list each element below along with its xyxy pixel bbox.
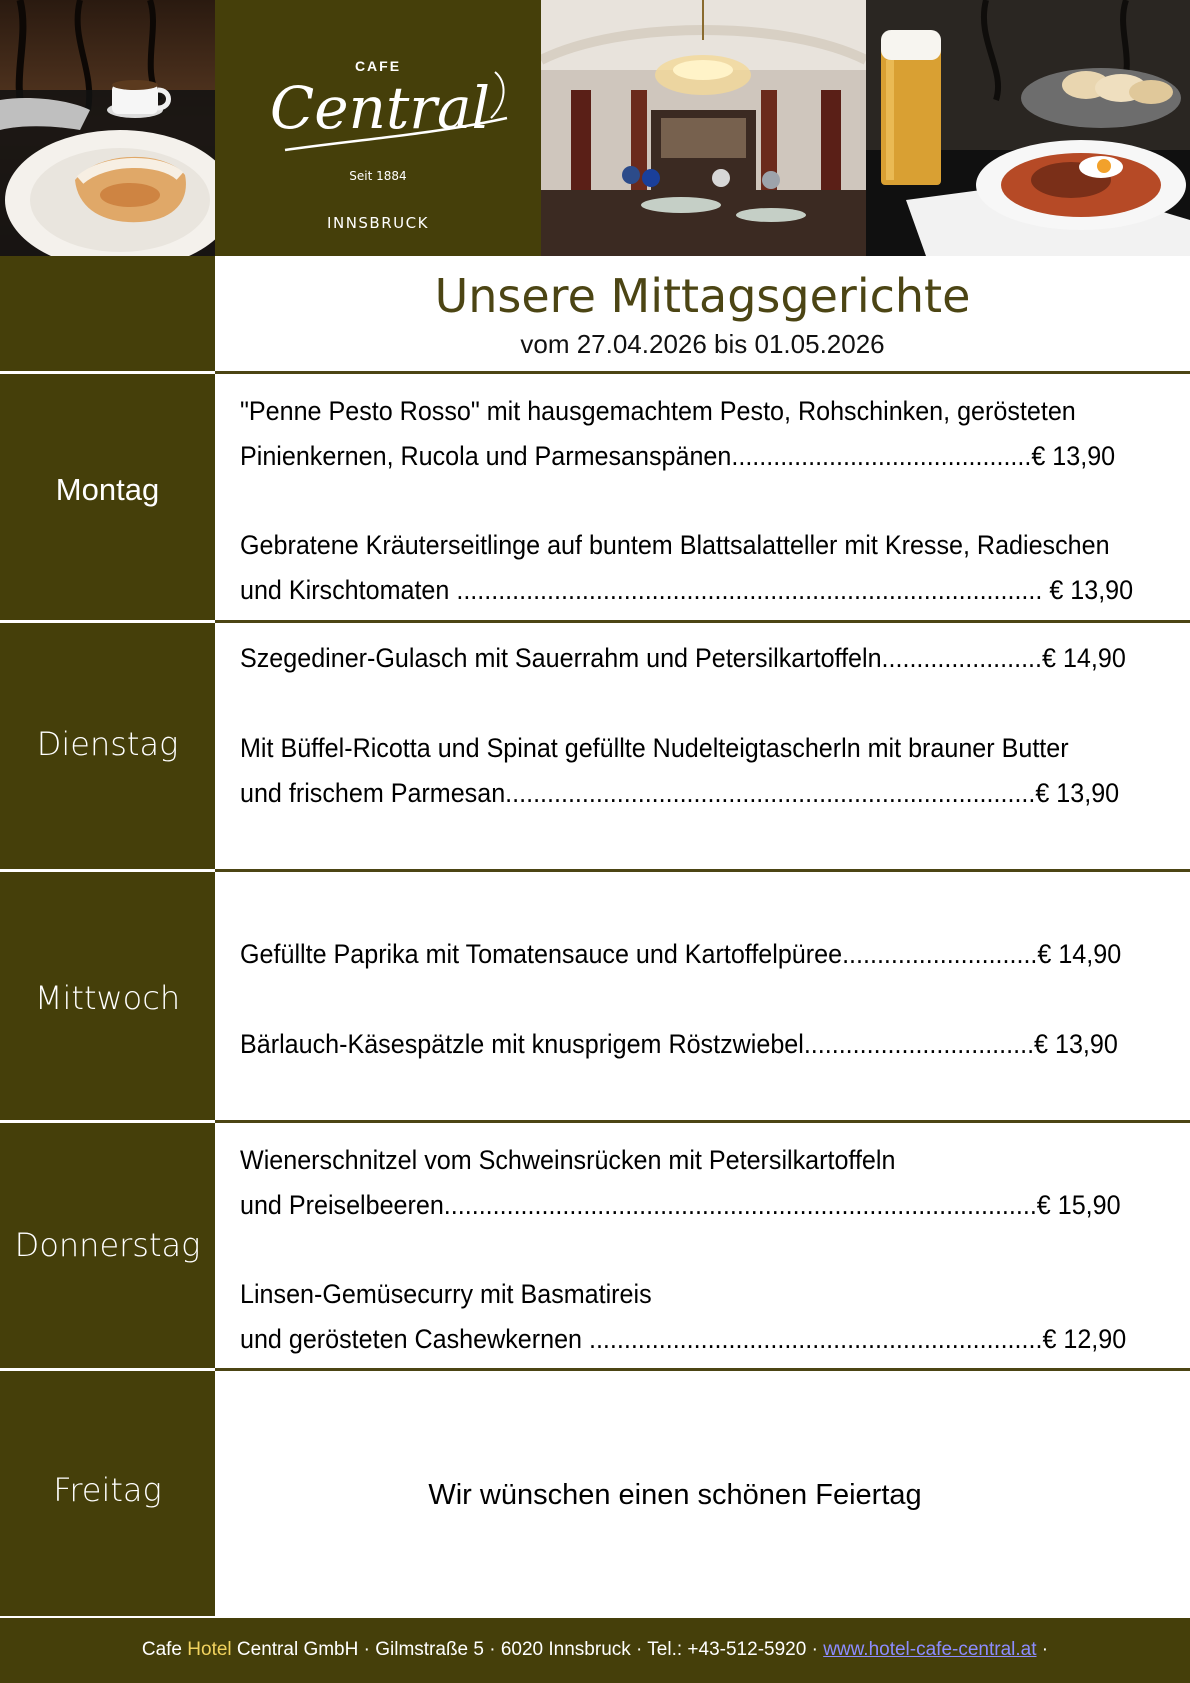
- dish-line: Wienerschnitzel vom Schweinsrücken mit Petersilkartoffeln: [240, 1145, 896, 1175]
- weekday-divider: [0, 1120, 215, 1123]
- dish-line: Gebratene Kräuterseitlinge auf buntem Blattsalatteller mit Kresse, Radieschen: [240, 530, 1110, 560]
- weekday-column: [0, 256, 215, 1618]
- weekday-divider: [0, 620, 215, 623]
- footer-company-hotel: Hotel: [187, 1639, 232, 1660]
- dish-line: Pinienkernen, Rucola und Parmesanspänen...........................................€ 13,90: [240, 441, 1116, 471]
- section-divider: [215, 869, 1190, 872]
- dish-mittwoch-2: [240, 1022, 1118, 1067]
- dish-donnerstag-1: [240, 1138, 1121, 1228]
- logo-cafe-text: CAFE: [354, 58, 402, 74]
- footer-company-start: Cafe: [141, 1639, 188, 1660]
- dish-mittwoch-1: [240, 932, 1122, 977]
- cafe-interior-photo: [541, 0, 866, 256]
- footer: [0, 1618, 1190, 1683]
- day-label-donnerstag: Donnerstag: [14, 1226, 201, 1264]
- logo-since-text: Seit 1884: [349, 169, 407, 183]
- dish-line: Gefüllte Paprika mit Tomatensauce und Kartoffelpüree............................€ 14,90: [240, 939, 1122, 969]
- menu-period: vom 27.04.2026 bis 01.05.2026: [520, 329, 885, 359]
- holiday-note: Wir wünschen einen schönen Feiertag: [428, 1479, 922, 1511]
- dish-line: und Preiselbeeren.....................................................................................€ 15,90: [240, 1190, 1121, 1220]
- dish-montag-1: [240, 389, 1116, 479]
- cafe-central-logo: [215, 0, 541, 256]
- footer-company-end: Central GmbH · Gilmstraße 5 · 6020 Innsbruck · Tel.: +43-512-5920 ·: [231, 1639, 824, 1660]
- weekday-divider: [0, 1368, 215, 1371]
- dish-line: "Penne Pesto Rosso" mit hausgemachtem Pesto, Rohschinken, gerösteten: [240, 396, 1076, 426]
- day-label-mittwoch: Mittwoch: [34, 979, 181, 1017]
- footer-trail: ·: [1036, 1639, 1049, 1660]
- dish-dienstag-1: [240, 636, 1126, 681]
- weekday-divider: [0, 371, 215, 374]
- section-divider: [215, 620, 1190, 623]
- dish-line: Szegediner-Gulasch mit Sauerrahm und Petersilkartoffeln.......................€ 14,90: [240, 643, 1126, 673]
- dish-dienstag-2: [240, 726, 1120, 816]
- dish-line: und Kirschtomaten .................................................................................... € 13,90: [240, 575, 1134, 605]
- day-label-freitag: Freitag: [53, 1471, 162, 1509]
- central-wordmark-text: Central: [269, 74, 491, 142]
- beer-and-goulash-photo: [866, 0, 1190, 256]
- central-script-wordmark: [245, 62, 515, 162]
- section-divider: [215, 1368, 1190, 1371]
- day-label-dienstag: Dienstag: [36, 725, 179, 763]
- website-link[interactable]: www.hotel-cafe-central.at: [823, 1639, 1037, 1660]
- dish-line: Bärlauch-Käsespätzle mit knusprigem Röstzwiebel.................................€ 13,90: [240, 1029, 1118, 1059]
- weekday-divider: [0, 869, 215, 872]
- section-divider: [215, 371, 1190, 374]
- day-label-montag: Montag: [55, 472, 160, 507]
- page-title: Unsere Mittagsgerichte: [434, 269, 971, 323]
- dish-montag-2: [240, 523, 1134, 613]
- dish-donnerstag-2: [240, 1272, 1127, 1362]
- footer-address: [0, 1638, 1190, 1662]
- logo-city-text: INNSBRUCK: [327, 214, 429, 232]
- dish-line: Linsen-Gemüsecurry mit Basmatireis: [240, 1279, 652, 1309]
- dish-line: Mit Büffel-Ricotta und Spinat gefüllte Nudelteigtascherln mit brauner Butter: [240, 733, 1069, 763]
- dish-line: und frischem Parmesan............................................................................€ 13,90: [240, 778, 1120, 808]
- section-divider: [215, 1120, 1190, 1123]
- dish-line: und gerösteten Cashewkernen .................................................................€ 12,90: [240, 1324, 1127, 1354]
- apple-strudel-photo: [0, 0, 215, 256]
